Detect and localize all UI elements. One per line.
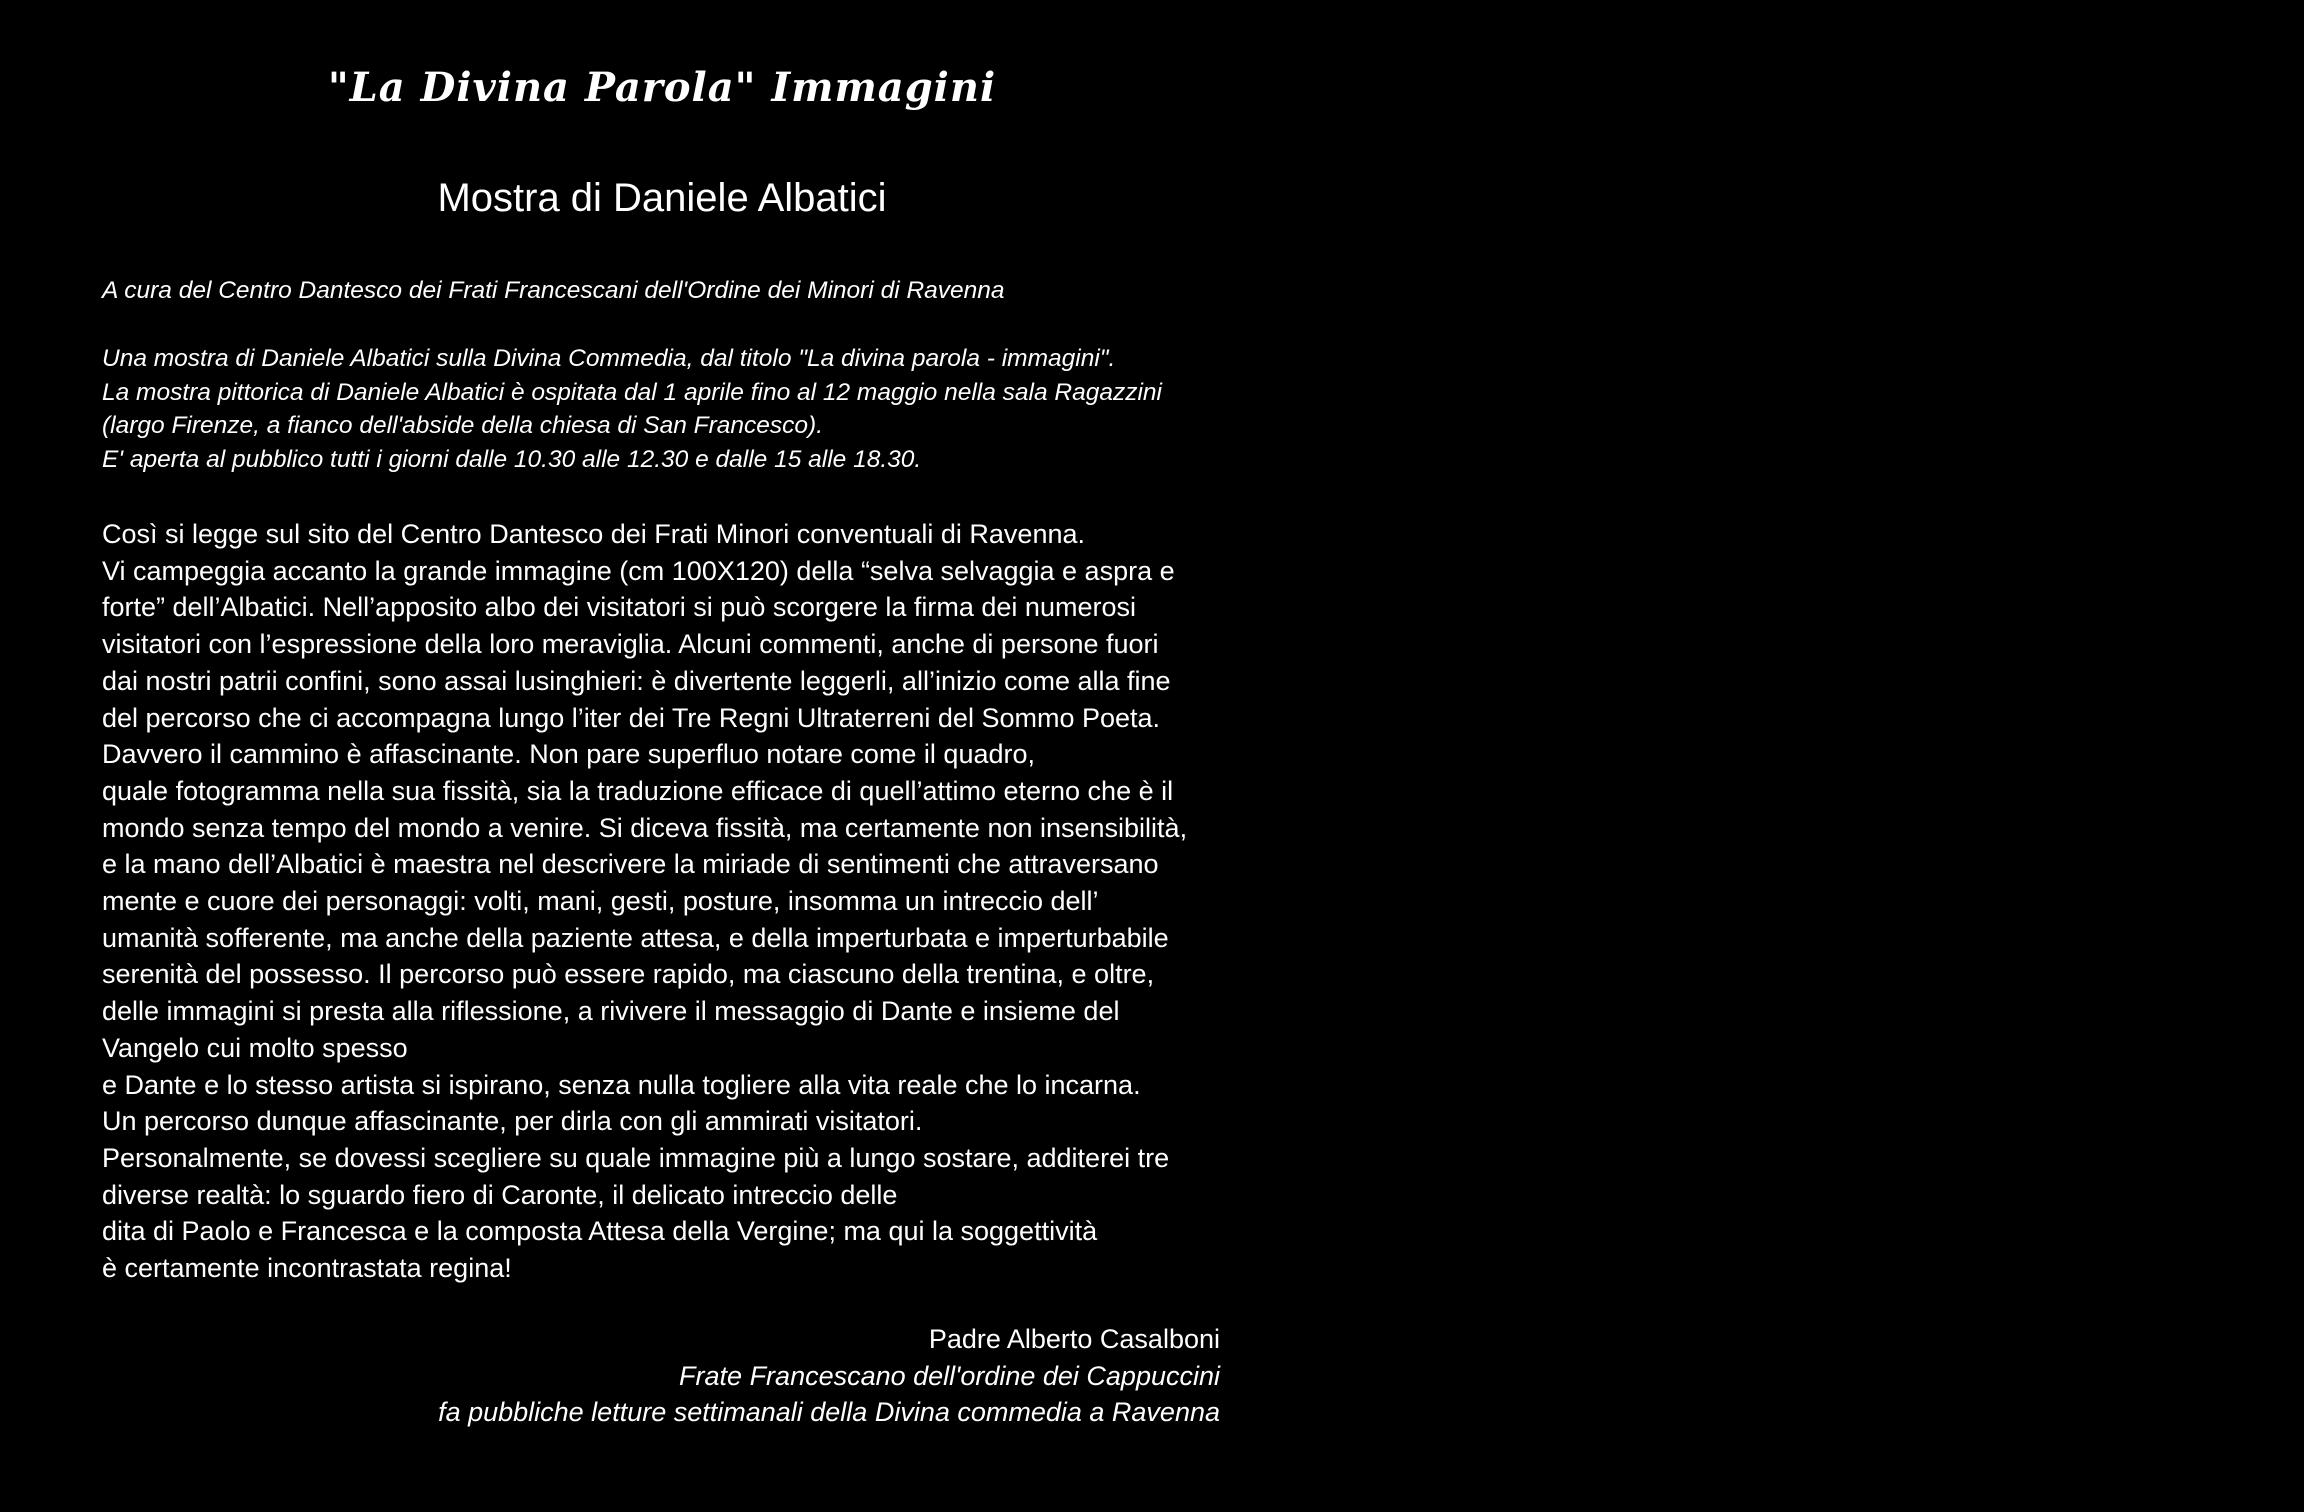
body-line: del percorso che ci accompagna lungo l’iter dei Tre Regni Ultraterreni del Sommo Poeta.: [102, 702, 1161, 733]
intro-line: E' aperta al pubblico tutti i giorni dalle 10.30 alle 12.30 e dalle 15 alle 18.30.: [102, 445, 922, 473]
body-line: è certamente incontrastata regina!: [102, 1253, 512, 1284]
body-line: visitatori con l’espressione della loro meraviglia. Alcuni commenti, anche di persone fuori: [102, 629, 1159, 660]
body-line: Davvero il cammino è affascinante. Non pare superfluo notare come il quadro,: [102, 739, 1036, 770]
body-line: e la mano dell’Albatici è maestra nel descrivere la miriade di sentimenti che attraversano: [102, 849, 1159, 880]
curator-line: A cura del Centro Dantesco dei Frati Francescani dell'Ordine dei Minori di Ravenna: [102, 277, 1005, 304]
body-line: Vangelo cui molto spesso: [102, 1032, 408, 1063]
page-title: "La Divina Parola" Immagini: [327, 64, 997, 111]
intro-line: (largo Firenze, a fianco dell'abside della chiesa di San Francesco).: [102, 412, 824, 439]
intro-line: Una mostra di Daniele Albatici sulla Divina Commedia, dal titolo "La divina parola - immagini".: [102, 345, 1116, 372]
signature-note: fa pubbliche letture settimanali della Divina commedia a Ravenna: [438, 1397, 1220, 1427]
intro-paragraph: [102, 342, 1222, 476]
body-line: dita di Paolo e Francesca e la composta Attesa della Vergine; ma qui la soggettività: [102, 1216, 1098, 1247]
body-line: umanità sofferente, ma anche della paziente attesa, e della imperturbata e imperturbabile: [102, 922, 1169, 953]
body-line: Così si legge sul sito del Centro Dantesco dei Frati Minori conventuali di Ravenna.: [102, 519, 1085, 549]
signature-role: Frate Francescano dell'ordine dei Cappuccini: [679, 1360, 1220, 1391]
body-line: e Dante e lo stesso artista si ispirano, senza nulla togliere alla vita reale che lo incarna.: [102, 1069, 1141, 1100]
body-line: Vi campeggia accanto la grande immagine (cm 100X120) della “selva selvaggia e aspra e: [102, 555, 1175, 586]
signature-block: [102, 1321, 1220, 1431]
intro-line: La mostra pittorica di Daniele Albatici è ospitata dal 1 aprile fino al 12 maggio nella sala Ragazzini: [102, 378, 1162, 406]
body-line: quale fotogramma nella sua fissità, sia la traduzione efficace di quell’attimo eterno che è il: [102, 775, 1174, 806]
body-line: mondo senza tempo del mondo a venire. Si diceva fissità, ma certamente non insensibilità,: [102, 812, 1188, 843]
page-subtitle: Mostra di Daniele Albatici: [437, 176, 887, 220]
body-line: Personalmente, se dovessi scegliere su quale immagine più a lungo sostare, additerei tre: [102, 1142, 1170, 1173]
body-line: serenità del possesso. Il percorso può essere rapido, ma ciascuno della trentina, e oltre,: [102, 959, 1155, 990]
signature-name: Padre Alberto Casalboni: [928, 1324, 1220, 1354]
body-line: dai nostri patrii confini, sono assai lusinghieri: è divertente leggerli, all’inizio come alla fine: [102, 665, 1171, 696]
body-line: forte” dell’Albatici. Nell’apposito albo dei visitatori si può scorgere la firma dei numerosi: [102, 592, 1136, 623]
body-line: Un percorso dunque affascinante, per dirla con gli ammirati visitatori.: [102, 1106, 923, 1137]
body-line: mente e cuore dei personaggi: volti, mani, gesti, posture, insomma un intreccio dell’: [102, 886, 1099, 917]
review-text: [102, 516, 1242, 1287]
body-line: diverse realtà: lo sguardo fiero di Caronte, il delicato intreccio delle: [102, 1179, 898, 1210]
body-line: delle immagini si presta alla riflessione, a rivivere il messaggio di Dante e insieme del: [102, 996, 1120, 1027]
